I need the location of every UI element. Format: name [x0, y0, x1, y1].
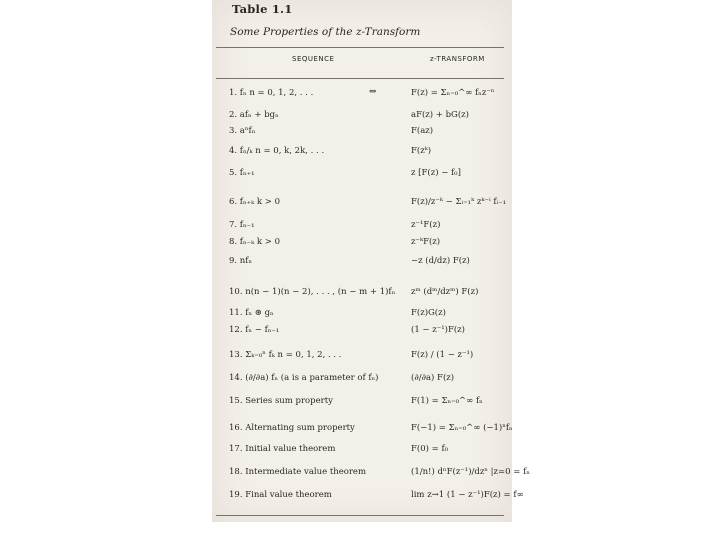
table-row — [212, 373, 512, 389]
table-row — [212, 325, 512, 341]
column-header-sequence: SEQUENCE — [292, 55, 335, 63]
table-row — [212, 197, 512, 213]
transform-cell: lim z→1 (1 − z⁻¹)F(z) = f∞ — [411, 490, 524, 500]
table-row — [212, 237, 512, 253]
sequence-cell: 6. fₙ₊ₖ k > 0 — [229, 197, 281, 207]
transform-cell: (∂/∂a) F(z) — [411, 373, 455, 383]
transform-cell: F(z)/z⁻ᵏ − Σᵢ₌₁ᵏ zᵏ⁻ⁱ fᵢ₋₁ — [411, 197, 507, 207]
sequence-cell: 2. afₙ + bgₙ — [229, 110, 279, 120]
transform-cell: z [F(z) − f₀] — [411, 168, 461, 178]
sequence-cell: 5. fₙ₊₁ — [229, 168, 255, 178]
sequence-cell: 15. Series sum property — [229, 396, 333, 406]
transform-cell: F(1) = Σₙ₌₀^∞ fₙ — [411, 396, 483, 406]
transform-cell: F(z) = Σₙ₌₀^∞ fₙz⁻ⁿ — [411, 88, 495, 98]
table-row — [212, 490, 524, 506]
bottom-rule — [216, 515, 504, 516]
sequence-cell: 13. Σₖ₌₀ⁿ fₖ n = 0, 1, 2, . . . — [229, 350, 342, 360]
table-row — [212, 423, 512, 439]
transform-cell: F(z) / (1 − z⁻¹) — [411, 350, 474, 360]
table-row — [212, 126, 512, 142]
sequence-cell: 1. fₙ n = 0, 1, 2, . . . — [229, 88, 314, 98]
column-header-transform: z-TRANSFORM — [430, 55, 485, 63]
table-row — [212, 88, 512, 104]
table-row — [212, 308, 512, 324]
sequence-cell: 4. fₙ/ₖ n = 0, k, 2k, . . . — [229, 146, 325, 156]
equivalence-arrow: ⇔ — [369, 87, 377, 97]
transform-cell: z⁻¹F(z) — [411, 220, 441, 230]
transform-cell: F(0) = f₀ — [411, 444, 449, 454]
sequence-cell: 19. Final value theorem — [229, 490, 332, 500]
book-page — [212, 0, 530, 522]
table-row — [212, 444, 512, 460]
transform-cell: −z (d/dz) F(z) — [411, 256, 470, 266]
sequence-cell: 14. (∂/∂a) fₙ (a is a parameter of fₙ) — [229, 373, 379, 383]
transform-cell: zᵐ (dᵐ/dzᵐ) F(z) — [411, 287, 479, 297]
header-rule — [216, 78, 504, 79]
sequence-cell: 12. fₙ − fₙ₋₁ — [229, 325, 280, 335]
table-row — [212, 396, 512, 412]
table-subtitle: Some Properties of the z-Transform — [230, 26, 421, 38]
table-row — [212, 256, 512, 272]
sequence-cell: 9. nfₙ — [229, 256, 253, 266]
sequence-cell: 17. Initial value theorem — [229, 444, 336, 454]
sequence-cell: 3. aⁿfₙ — [229, 126, 256, 136]
top-rule — [216, 47, 504, 48]
transform-cell: F(az) — [411, 126, 434, 136]
table-row — [212, 467, 530, 483]
table-title: Table 1.1 — [232, 2, 293, 16]
table-row — [212, 168, 512, 184]
transform-cell: z⁻ᵏF(z) — [411, 237, 441, 247]
transform-cell: F(−1) = Σₙ₌₀^∞ (−1)ⁿfₙ — [411, 423, 513, 433]
sequence-cell: 10. n(n − 1)(n − 2), . . . , (n − m + 1)fₙ — [229, 287, 396, 297]
sequence-cell: 7. fₙ₋₁ — [229, 220, 255, 230]
sequence-cell: 8. fₙ₋ₖ k > 0 — [229, 237, 281, 247]
table-row — [212, 287, 512, 303]
sequence-cell: 11. fₙ ⊛ gₙ — [229, 308, 274, 318]
table-row — [212, 110, 512, 126]
sequence-cell: 16. Alternating sum property — [229, 423, 355, 433]
transform-cell: F(z)G(z) — [411, 308, 446, 318]
table-row — [212, 220, 512, 236]
transform-cell: F(zᵏ) — [411, 146, 432, 156]
transform-cell: (1 − z⁻¹)F(z) — [411, 325, 465, 335]
table-row — [212, 350, 512, 366]
transform-cell: (1/n!) dⁿF(z⁻¹)/dzⁿ |z=0 = fₙ — [411, 467, 530, 477]
sequence-cell: 18. Intermediate value theorem — [229, 467, 367, 477]
transform-cell: aF(z) + bG(z) — [411, 110, 469, 120]
table-row — [212, 146, 512, 162]
